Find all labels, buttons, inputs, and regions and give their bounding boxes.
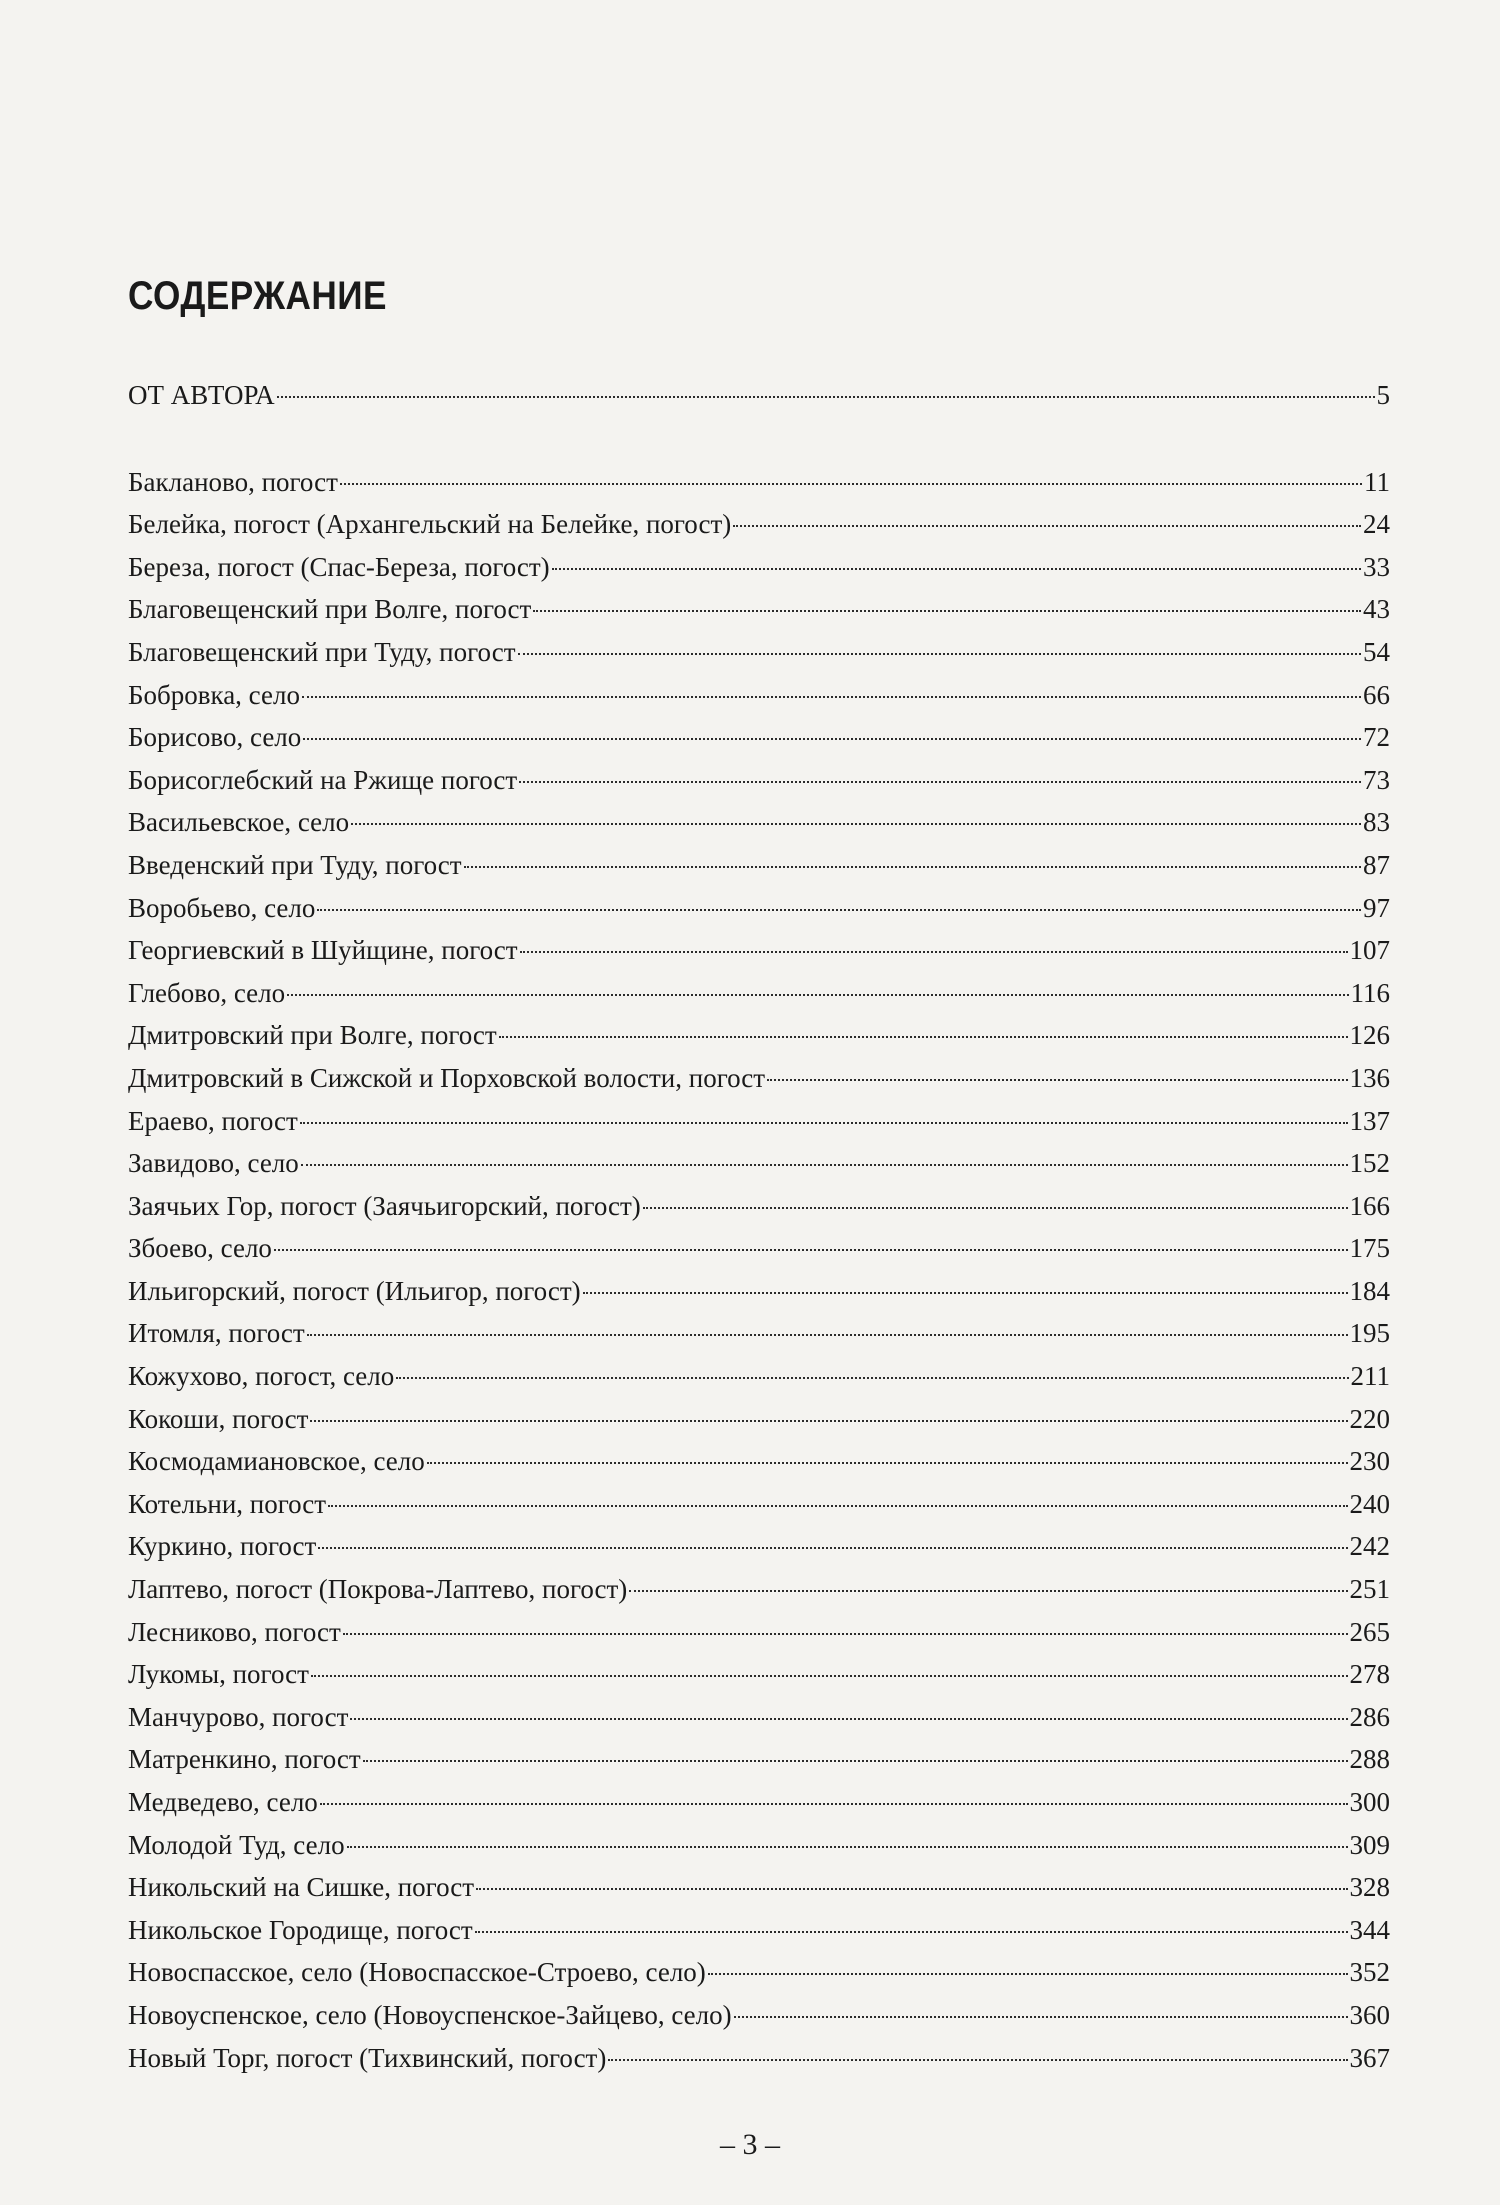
- toc-entry: [128, 972, 1390, 1015]
- toc-entry-label: Борисоглебский на Ржище погост: [128, 764, 518, 795]
- toc-entry: [128, 1696, 1390, 1739]
- toc-entry-label: Никольское Городище, погост: [128, 1914, 473, 1945]
- dot-leader: [363, 1759, 1348, 1762]
- toc-entry-page: 328: [1349, 1872, 1390, 1903]
- toc-entry-page: 242: [1349, 1531, 1390, 1562]
- toc-entry-page: 152: [1349, 1148, 1390, 1179]
- toc-entry: [128, 461, 1390, 504]
- toc-entry: [128, 1355, 1390, 1398]
- toc-entry-label: Збоево, село: [128, 1233, 272, 1264]
- page-number: – 3 –: [720, 2128, 780, 2161]
- toc-entry-label: Лаптево, погост (Покрова-Лаптево, погост): [128, 1574, 628, 1605]
- dot-leader: [583, 1291, 1348, 1294]
- toc-entry-page: 126: [1349, 1020, 1390, 1051]
- toc-entry-page: 166: [1349, 1190, 1390, 1221]
- toc-entry-page: 220: [1349, 1403, 1390, 1434]
- toc-entry-page: 33: [1363, 551, 1390, 582]
- toc-entry-label: Борисово, село: [128, 722, 302, 753]
- dot-leader: [328, 1504, 1347, 1507]
- toc-entry: [128, 1781, 1390, 1824]
- toc-entry-page: 352: [1349, 1957, 1390, 1988]
- toc-entry-label: Дмитровский при Волге, погост: [128, 1020, 497, 1051]
- toc-entry-page: 54: [1363, 636, 1390, 667]
- dot-leader: [311, 1674, 1348, 1677]
- toc-entry-label: Итомля, погост: [128, 1318, 305, 1349]
- toc-entry: [128, 1440, 1390, 1483]
- dot-leader: [464, 865, 1361, 868]
- toc-entry-page: 87: [1363, 849, 1390, 880]
- toc-entry-page: 367: [1349, 2042, 1390, 2073]
- dot-leader: [343, 1632, 1348, 1635]
- dot-leader: [708, 1972, 1348, 1975]
- toc-entry-page: 11: [1364, 466, 1390, 497]
- toc-entry-label: Космодамиановское, село: [128, 1446, 425, 1477]
- toc-entry-label: Лесниково, погост: [128, 1616, 341, 1647]
- toc-entry-label: Лукомы, погост: [128, 1659, 309, 1690]
- toc-entry-label: Глебово, село: [128, 977, 286, 1008]
- toc-entry-label: Новоспасское, село (Новоспасское-Строево, село): [128, 1957, 706, 1988]
- dot-leader: [733, 524, 1361, 527]
- toc-entry-page: 97: [1363, 892, 1390, 923]
- toc-entry-label: Молодой Туд, село: [128, 1829, 345, 1860]
- dot-leader: [629, 1589, 1347, 1592]
- dot-leader: [350, 1717, 1347, 1720]
- dot-leader: [643, 1206, 1348, 1209]
- dot-leader: [519, 780, 1361, 783]
- toc-entry-label: Ильигорский, погост (Ильигор, погост): [128, 1275, 581, 1306]
- dot-leader: [608, 2058, 1347, 2061]
- dot-leader: [533, 609, 1361, 612]
- toc-entry-page: 137: [1349, 1105, 1390, 1136]
- toc-entry: [128, 1057, 1390, 1100]
- toc-entry: [128, 1611, 1390, 1654]
- toc-entry-page: 24: [1363, 509, 1390, 540]
- toc-entry-label: Бакланово, погост: [128, 466, 338, 497]
- dot-leader: [303, 737, 1361, 740]
- toc-entry-label: Бобровка, село: [128, 679, 300, 710]
- toc-entry-page: 300: [1349, 1787, 1390, 1817]
- toc-entry-label: Георгиевский в Шуйщине, погост: [128, 935, 518, 966]
- toc-entry: [128, 1653, 1390, 1696]
- toc-entry: [128, 929, 1390, 972]
- toc-entry-page: 43: [1363, 594, 1390, 625]
- toc-entry: [128, 716, 1390, 759]
- toc-entry: [128, 1483, 1390, 1526]
- toc-entry-label: Матренкино, погост: [128, 1744, 361, 1775]
- toc-entry-label: Васильевское, село: [128, 807, 350, 838]
- table-of-contents: [128, 374, 1390, 2079]
- toc-entry-page: 360: [1349, 1999, 1390, 2030]
- toc-entry-label: Благовещенский при Волге, погост: [128, 594, 532, 625]
- toc-entry-page: 72: [1363, 722, 1390, 753]
- toc-entry: [128, 1227, 1390, 1270]
- toc-entry: [128, 1525, 1390, 1568]
- toc-entry: [128, 546, 1390, 589]
- toc-entry-label: Никольский на Сишке, погост: [128, 1872, 475, 1903]
- toc-entry-page: 107: [1349, 935, 1390, 966]
- dot-leader: [317, 908, 1361, 911]
- toc-entry-label: ОТ АВТОРА: [128, 380, 275, 410]
- toc-entry-label: Белейка, погост (Архангельский на Белейке, погост): [128, 509, 732, 540]
- dot-leader: [518, 652, 1362, 655]
- toc-entry: [128, 759, 1390, 802]
- dot-leader: [767, 1078, 1347, 1081]
- toc-entry: [128, 1185, 1390, 1228]
- toc-entry: [128, 1312, 1390, 1355]
- toc-entry: [128, 1866, 1390, 1909]
- toc-entry-page: 251: [1349, 1574, 1390, 1605]
- toc-entry-label: Ераево, погост: [128, 1105, 298, 1136]
- toc-entry-page: 175: [1349, 1233, 1390, 1264]
- page-title: СОДЕРЖАНИЕ: [128, 274, 387, 318]
- toc-entry: [128, 674, 1390, 717]
- toc-entry: [128, 1142, 1390, 1185]
- dot-leader: [274, 1248, 1348, 1251]
- dot-leader: [520, 950, 1348, 953]
- toc-entry-label: Заячьих Гор, погост (Заячьигорский, погост): [128, 1190, 641, 1221]
- dot-leader: [476, 1887, 1347, 1890]
- toc-entry: [128, 2037, 1390, 2080]
- toc-entry: [128, 1824, 1390, 1867]
- dot-leader: [302, 695, 1361, 698]
- dot-leader: [427, 1461, 1348, 1464]
- toc-entry-page: 230: [1349, 1446, 1390, 1477]
- toc-entry-label: Куркино, погост: [128, 1531, 317, 1562]
- toc-entry: [128, 844, 1390, 887]
- dot-leader: [340, 482, 1362, 485]
- toc-entry: [128, 1738, 1390, 1781]
- toc-entry-page: 240: [1349, 1488, 1390, 1519]
- dot-leader: [347, 1845, 1348, 1848]
- toc-entry-label: Котельни, погост: [128, 1488, 327, 1519]
- toc-entry-page: 83: [1363, 807, 1390, 838]
- toc-entry-label: Медведево, село: [128, 1787, 318, 1817]
- toc-entry-page: 265: [1349, 1616, 1390, 1647]
- toc-entry-page: 195: [1349, 1318, 1390, 1349]
- toc-entry: [128, 1398, 1390, 1441]
- toc-entry-page: 211: [1350, 1361, 1390, 1392]
- toc-entry: [128, 1994, 1390, 2037]
- dot-leader: [307, 1333, 1348, 1336]
- dot-leader: [734, 2015, 1348, 2018]
- toc-entry-page: 288: [1349, 1744, 1390, 1775]
- dot-leader: [310, 1419, 1347, 1422]
- toc-entry: [128, 1270, 1390, 1313]
- toc-entry-page: 116: [1350, 977, 1390, 1008]
- dot-leader: [300, 1121, 1348, 1124]
- toc-entry-intro: [128, 374, 1390, 417]
- toc-entry: [128, 887, 1390, 930]
- dot-leader: [552, 567, 1361, 570]
- dot-leader: [475, 1930, 1348, 1933]
- dot-leader: [318, 1546, 1347, 1549]
- toc-entry: [128, 1909, 1390, 1952]
- toc-entry-label: Завидово, село: [128, 1148, 299, 1179]
- toc-entry: [128, 1568, 1390, 1611]
- toc-entry-label: Благовещенский при Туду, погост: [128, 636, 516, 667]
- dot-leader: [320, 1802, 1348, 1805]
- toc-entry: [128, 503, 1390, 546]
- dot-leader: [351, 822, 1361, 825]
- toc-entry-label: Береза, погост (Спас-Береза, погост): [128, 551, 550, 582]
- toc-entry: [128, 588, 1390, 631]
- toc-entry-label: Воробьево, село: [128, 892, 316, 923]
- toc-entry-label: Кожухово, погост, село: [128, 1361, 395, 1392]
- toc-entry: [128, 631, 1390, 674]
- dot-leader: [287, 993, 1348, 996]
- toc-entry: [128, 1951, 1390, 1994]
- toc-entry-label: Дмитровский в Сижской и Порховской волости, погост: [128, 1062, 766, 1093]
- toc-entry-page: 278: [1349, 1659, 1390, 1690]
- toc-entry-label: Кокоши, погост: [128, 1403, 309, 1434]
- toc-entry-page: 344: [1349, 1914, 1390, 1945]
- toc-entry-label: Введенский при Туду, погост: [128, 849, 462, 880]
- toc-entry-label: Новоуспенское, село (Новоуспенское-Зайцево, село): [128, 1999, 732, 2030]
- toc-entry-label: Новый Торг, погост (Тихвинский, погост): [128, 2042, 607, 2073]
- toc-entry: [128, 801, 1390, 844]
- toc-entry-page: 73: [1363, 764, 1390, 795]
- toc-entry-label: Манчурово, погост: [128, 1701, 349, 1732]
- dot-leader: [301, 1163, 1348, 1166]
- dot-leader: [277, 395, 1375, 398]
- toc-entry-page: 5: [1376, 380, 1390, 410]
- dot-leader: [499, 1035, 1348, 1038]
- toc-entry-page: 136: [1349, 1062, 1390, 1093]
- dot-leader: [396, 1376, 1348, 1379]
- toc-entry-page: 66: [1363, 679, 1390, 710]
- toc-entry: [128, 1100, 1390, 1143]
- toc-entry: [128, 1014, 1390, 1057]
- toc-entry-page: 184: [1349, 1275, 1390, 1306]
- toc-entry-page: 286: [1349, 1701, 1390, 1732]
- toc-entry-page: 309: [1349, 1829, 1390, 1860]
